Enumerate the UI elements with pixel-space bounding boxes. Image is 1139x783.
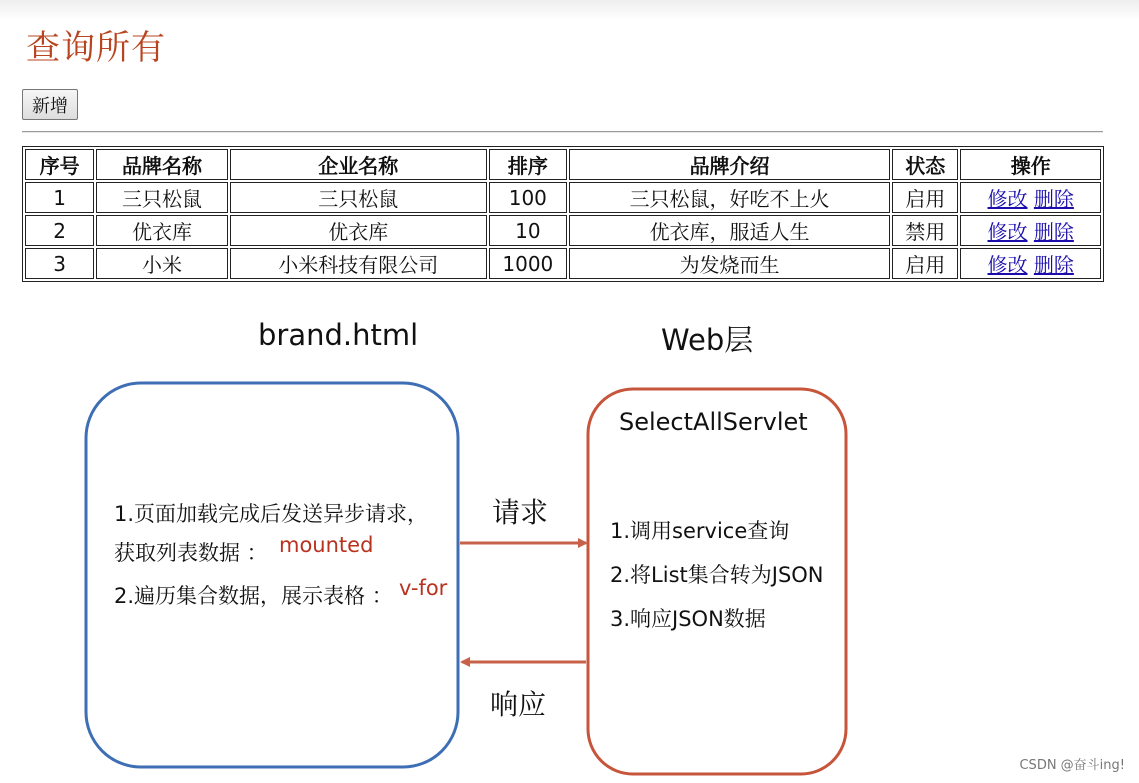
client-step1-line1: 1.页面加载完成后发送异步请求，	[114, 502, 429, 526]
client-step2: 2.遍历集合数据，展示表格 ：	[114, 584, 393, 608]
server-step3: 3.响应JSON数据	[610, 607, 766, 631]
cell-company: 三只松鼠	[230, 182, 487, 213]
server-step2: 2.将List集合转为JSON	[610, 563, 824, 587]
edit-link[interactable]: 修改	[987, 187, 1028, 211]
cell-status: 禁用	[892, 215, 958, 246]
cell-status: 启用	[892, 248, 958, 279]
edit-link[interactable]: 修改	[987, 220, 1028, 244]
cell-status: 启用	[892, 182, 958, 213]
edit-link[interactable]: 修改	[987, 253, 1028, 277]
cell-brand: 小米	[96, 248, 227, 279]
cell-description: 优衣库，服适人生	[569, 215, 890, 246]
mounted-keyword: mounted	[279, 533, 374, 557]
servlet-title: SelectAllServlet	[619, 408, 808, 436]
cell-id: 2	[25, 215, 94, 246]
delete-link[interactable]: 删除	[1033, 187, 1074, 211]
v-for-keyword: v-for	[399, 576, 448, 600]
client-heading: brand.html	[258, 318, 419, 352]
cell-description: 为发烧而生	[569, 248, 890, 279]
col-header-id: 序号	[25, 149, 94, 180]
cell-id: 1	[25, 182, 94, 213]
response-label: 响应	[490, 688, 547, 721]
server-step1: 1.调用service查询	[610, 519, 790, 543]
request-label: 请求	[492, 496, 549, 529]
server-heading: Web层	[661, 323, 754, 357]
cell-company: 小米科技有限公司	[230, 248, 487, 279]
delete-link[interactable]: 删除	[1033, 253, 1074, 277]
cell-id: 3	[25, 248, 94, 279]
col-header-company: 企业名称	[230, 149, 487, 180]
client-step1-line2: 获取列表数据 ：	[114, 541, 268, 565]
col-header-order: 排序	[489, 149, 567, 180]
col-header-actions: 操作	[960, 149, 1101, 180]
col-header-brand: 品牌名称	[96, 149, 227, 180]
delete-link[interactable]: 删除	[1033, 220, 1074, 244]
cell-order: 1000	[489, 248, 567, 279]
cell-order: 10	[489, 215, 567, 246]
client-box	[86, 383, 458, 767]
page-title: 查询所有	[26, 28, 166, 68]
cell-description: 三只松鼠，好吃不上火	[569, 182, 890, 213]
watermark: CSDN @奋斗ing!	[1019, 758, 1125, 773]
cell-brand: 优衣库	[96, 215, 227, 246]
cell-company: 优衣库	[230, 215, 487, 246]
col-header-description: 品牌介绍	[569, 149, 890, 180]
cell-brand: 三只松鼠	[96, 182, 227, 213]
add-button[interactable]: 新增	[22, 89, 78, 120]
cell-order: 100	[489, 182, 567, 213]
col-header-status: 状态	[892, 149, 958, 180]
